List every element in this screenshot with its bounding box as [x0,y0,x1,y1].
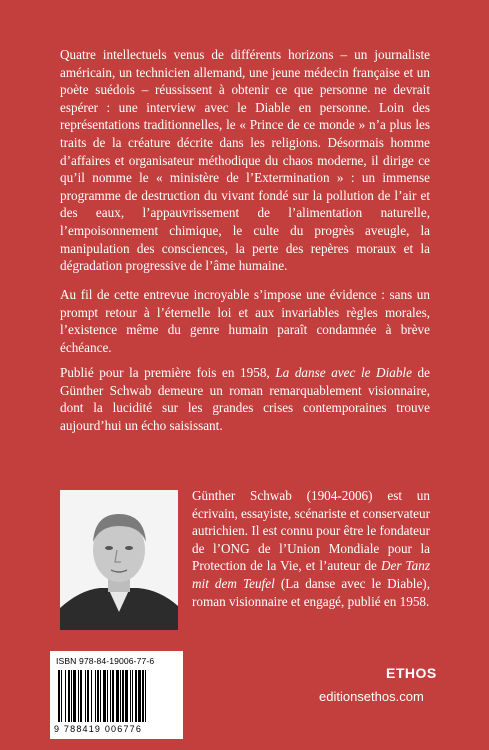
publication-text-start: Publié pour la première fois en 1958, [60,365,276,380]
original-title: Der Tanz mit dem Teufel [192,558,430,591]
theme-paragraph: Au fil de cette entrevue incroyable s’impose une évidence : sans un prompt retour à l’éternelle loi et aux invariables règles morales, l’existence même du genre humain paraît condamnée à brève échéance. [60,287,430,355]
publisher-website: editionsethos.com [319,689,424,704]
publisher-logo: ETHOS [386,665,437,681]
barcode-icon [58,670,178,722]
book-title: La danse avec le Diable [275,365,412,380]
barcode-number: 9 788419 006776 [54,724,143,734]
author-bio [192,487,430,610]
publication-text-end: de Günther Schwab demeure un roman remarquablement visionnaire, dont la lucidité sur les grandes crises contemporaines trouve aujourd’hui un écho saisissant. [60,365,430,433]
bio-text-end: (La danse avec le Diable), roman visionnaire et engagé, publié en 1958. [192,575,430,609]
bio-text-start: Günther Schwab (1904-2006) est un écrivain, essayiste, scénariste et conservateur autrichien. Il est connu pour être le fondateur de l’ONG de l’Union Mondiale pour la Protection de la Vie, et l’auteur de [192,488,431,574]
publication-paragraph [60,364,430,434]
author-photo [60,490,178,630]
isbn-label: ISBN 978-84-19006-77-6 [56,656,155,666]
synopsis-paragraph: Quatre intellectuels venus de différents horizons – un journaliste américain, un technicien allemand, une jeune médecin française et un poète suédois – réussissent à obtenir ce que personne ne devrait espérer : une interview avec le Diable en personne. Loin des représentations traditionnelles, le « Prince de ce monde » n’a plus les traits de la créature décrite dans les religions. Désormais homme d’affaires et organisateur méthodique du chaos moderne, il dirige ce qu’il nomme le « ministère de l’Extermination » : un immense programme de destruction du vivant fondé sur la pollution de l’air et des eaux, l’appauvrissement de l’alimentation naturelle, l’empoisonnement chimique, le culte du progrès aveugle, la manipulation des consciences, la perte des repères moraux et la dégradation progressive de l’âme humaine. [60,47,430,274]
